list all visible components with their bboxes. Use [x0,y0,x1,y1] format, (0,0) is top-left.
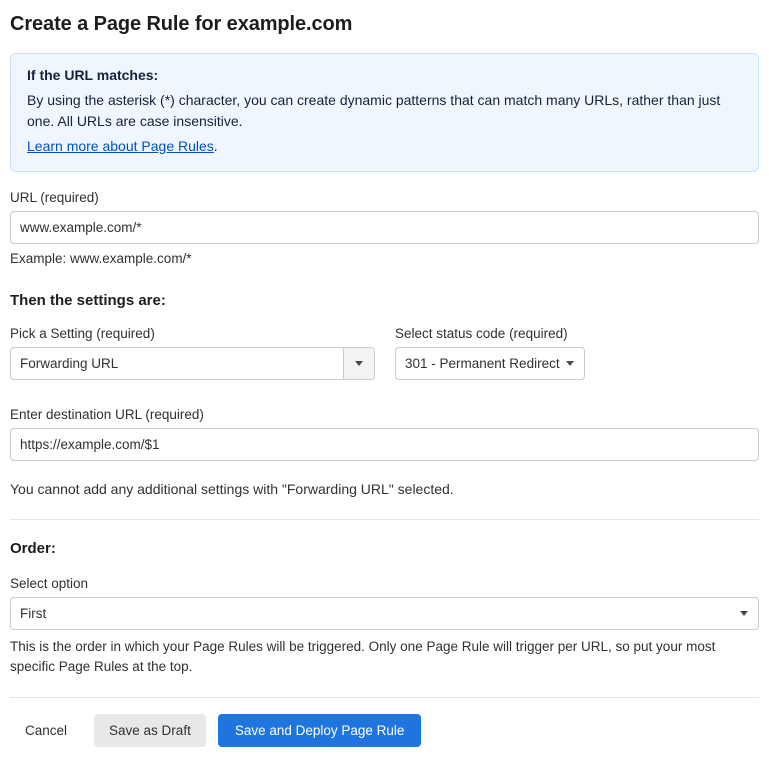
callout-text: By using the asterisk (*) character, you can create dynamic patterns that can match many URLs, rather than just one. All URLs are case insensitive. [27,92,721,129]
forwarding-note: You cannot add any additional settings with "Forwarding URL" selected. [10,481,454,497]
settings-heading: Then the settings are: [10,292,166,309]
status-code-value: 301 - Permanent Redirect [405,356,560,371]
url-input[interactable] [10,211,759,244]
chevron-down-icon[interactable] [566,361,574,366]
setting-picker-value: Forwarding URL [20,356,119,371]
footer-divider [10,697,759,698]
chevron-down-icon[interactable] [740,611,748,616]
setting-picker-label: Pick a Setting (required) [10,326,155,341]
status-code-label: Select status code (required) [395,326,568,341]
order-help-text: This is the order in which your Page Rules will be triggered. Only one Page Rule will trigger per URL, so put your most specific Page Rules at the top. [10,639,716,674]
save-as-draft-button[interactable]: Save as Draft [94,714,206,747]
form-actions [10,714,759,747]
destination-url-input[interactable] [10,428,759,461]
destination-field-group [10,407,759,461]
order-label: Select option [10,576,89,591]
order-field-group [10,576,759,677]
chevron-down-icon[interactable] [343,348,374,379]
url-field-group [10,190,759,266]
section-divider [10,519,759,520]
order-value: First [20,606,47,621]
url-helper-text: Example: www.example.com/* [10,251,192,266]
order-heading: Order: [10,540,56,557]
page-title: Create a Page Rule for example.com [10,13,353,35]
save-and-deploy-button[interactable]: Save and Deploy Page Rule [218,714,422,747]
settings-row [10,326,759,380]
order-select[interactable] [10,597,759,630]
learn-more-page-rules-link[interactable]: Learn more about Page Rules [27,138,214,154]
status-code-select[interactable] [395,347,585,380]
url-match-callout [10,53,759,172]
setting-picker-group [10,326,385,380]
callout-link-period: . [213,138,218,154]
setting-picker-select[interactable] [10,347,375,380]
destination-label: Enter destination URL (required) [10,407,204,422]
cancel-button[interactable]: Cancel [10,714,82,747]
status-code-group [395,326,585,380]
callout-title: If the URL matches: [27,67,159,83]
url-label: URL (required) [10,190,99,205]
